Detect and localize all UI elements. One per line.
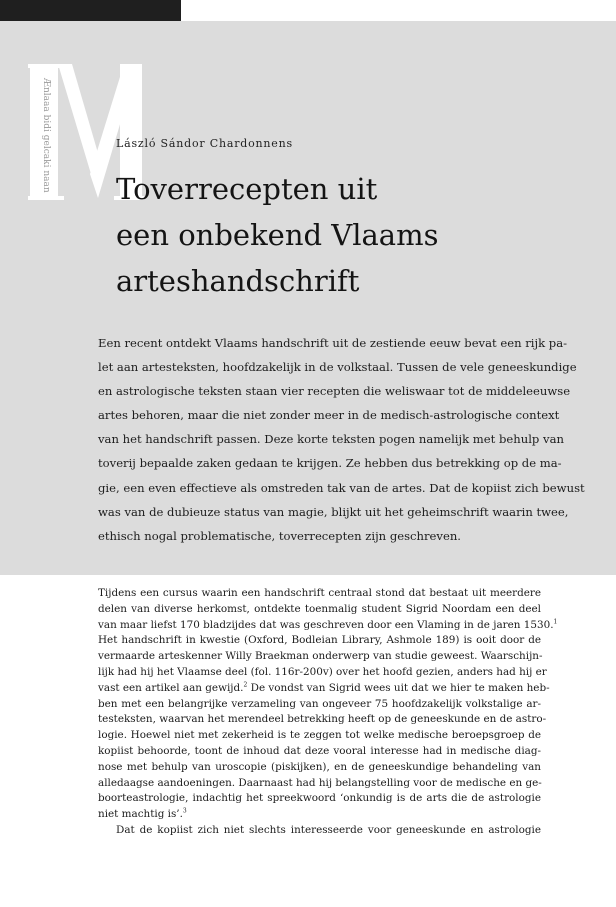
footnote-marker[interactable]: 1	[553, 618, 558, 626]
body-line-text: alledaagse aandoeningen. Daarnaast had hij belangstelling voor de medische en ge-	[98, 776, 542, 789]
footnote-marker[interactable]: 2	[243, 681, 248, 689]
title-line: een onbekend Vlaams	[116, 218, 439, 252]
body-line-text: testeksten, waarvan het merendeel betrekking heeft op de geneeskunde en de astro-	[98, 713, 547, 726]
top-black-bar	[0, 0, 181, 21]
body-line	[98, 823, 541, 839]
body-line-text: vermaarde arteskenner Willy Braekman onderwerp van studie geweest. Waarschijn-	[98, 650, 543, 663]
abstract-line: let aan artesteksten, hoofdzakelijk in de volkstaal. Tussen de vele geneeskundige	[98, 360, 577, 375]
abstract-line: en astrologische teksten staan vier recepten die weliswaar tot de middeleeuwse	[98, 384, 571, 399]
body-line-text: niet machtig is’.	[98, 808, 183, 821]
body-line	[98, 697, 541, 713]
body-line-text: lijk had hij het Vlaamse deel (fol. 116r-200v) over het hoofd gezien, anders had hij er	[98, 665, 547, 678]
abstract-line: artes behoren, maar die niet zonder meer in de medisch-astrologische context	[98, 408, 560, 423]
body-line-text: logie. Hoewel niet met zekerheid is te zeggen tot welke medische beroepsgroep de	[98, 729, 541, 742]
body-line	[98, 618, 558, 634]
body-line-text: Dat de kopiist zich niet slechts interesseerde voor geneeskunde en astrologie	[116, 823, 541, 836]
body-line	[98, 665, 547, 681]
body-line	[98, 776, 541, 792]
body-line-text: Tijdens een cursus waarin een handschrift centraal stond dat bestaat uit meerdere	[98, 587, 541, 599]
title-line: Toverrecepten uit	[116, 172, 378, 206]
body-line	[98, 633, 541, 649]
abstract-line: van het handschrift passen. Deze korte teksten pogen namelijk met behulp van	[98, 432, 564, 447]
abstract	[98, 331, 585, 548]
body-line-text: delen van diverse herkomst, ontdekte toenmalig student Sigrid Noordam een deel	[98, 602, 541, 615]
abstract-line: gie, een even effectieve als omstreden tak van de artes. Dat de kopiist zich bewust	[98, 480, 585, 495]
body-line-text: De vondst van Sigrid wees uit dat we hier te maken heb-	[247, 681, 550, 694]
body-line	[98, 807, 541, 823]
body-line-text: van maar liefst 170 bladzijdes dat was geschreven door een Vlaming in de jaren 1530.	[98, 618, 554, 631]
footnote-marker[interactable]: 3	[182, 807, 187, 815]
body-line-text: ben met een belangrijke verzameling van ongeveer 75 hoofdzakelijk volkstalige ar-	[98, 697, 541, 710]
abstract-line: ethisch nogal problematische, toverrecepten zijn geschreven.	[98, 528, 461, 543]
body-line	[98, 744, 541, 760]
body-line-text: boorteastrologie, indachtig het spreekwoord ‘onkundig is de arts die de astrologie	[98, 792, 541, 805]
body-line-text: Het handschrift in kwestie (Oxford, Bodleian Library, Ashmole 189) is ooit door de	[98, 634, 541, 647]
body-line-text: vast een artikel aan gewijd.	[98, 681, 244, 694]
author-name: László Sándor Chardonnens	[116, 137, 293, 150]
body-line	[98, 791, 541, 807]
title-line: arteshandschrift	[116, 264, 360, 298]
body-line-text: kopiist behoorde, toont de inhoud dat deze vooral interesse had in medische diag-	[98, 744, 541, 757]
initial-inner-text: Ænlaaa bidi gelcaki naan	[41, 78, 51, 193]
article-title	[116, 166, 536, 304]
body-line	[98, 602, 541, 618]
body-line	[98, 760, 541, 776]
body-line	[98, 681, 550, 697]
abstract-line: Een recent ontdekt Vlaams handschrift uit de zestiende eeuw bevat een rijk pa-	[98, 336, 568, 350]
abstract-line: toverij bepaalde zaken gedaan te krijgen. Ze hebben dus betrekking op de ma-	[98, 456, 562, 471]
body-line	[98, 728, 541, 744]
body-line	[98, 649, 541, 665]
body-text	[98, 586, 558, 839]
abstract-line: was van de dubieuze status van magie, blijkt uit het geheimschrift waarin twee,	[98, 504, 569, 519]
body-line	[98, 586, 541, 602]
body-line	[98, 712, 547, 728]
body-line-text: nose met behulp van uroscopie (piskijken), en de geneeskundige behandeling van	[98, 760, 541, 773]
